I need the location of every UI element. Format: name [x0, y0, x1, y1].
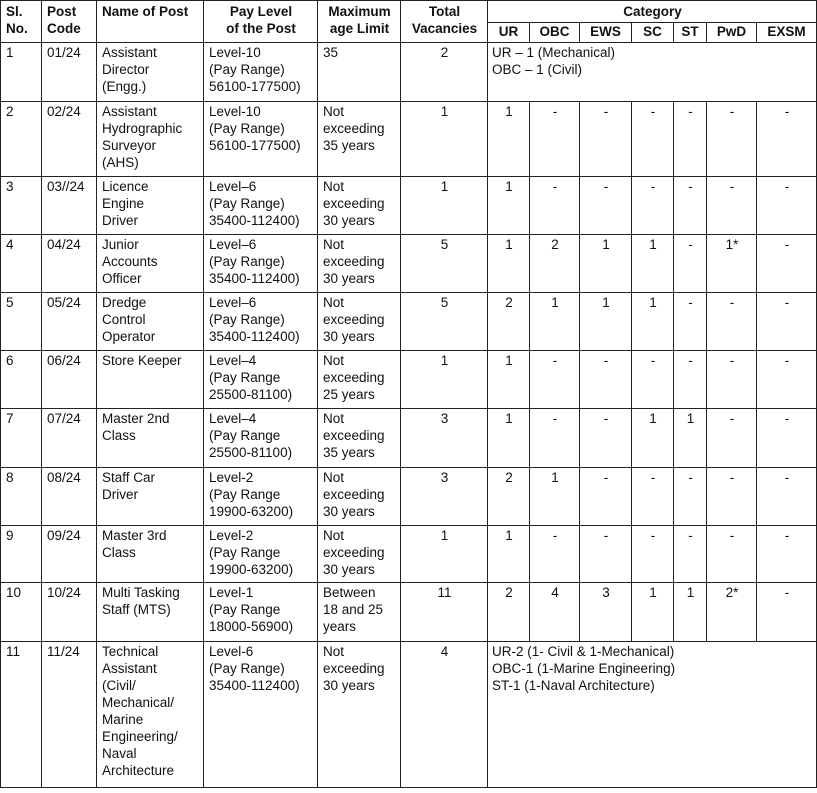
cell-sl: 3 [1, 177, 42, 235]
cell-total: 1 [401, 351, 488, 409]
cell-name: Dredge Control Operator [97, 293, 204, 351]
cell-exsm: - [757, 177, 817, 235]
cell-pay: Level–4 (Pay Range 25500-81100) [204, 351, 318, 409]
cell-pay: Level–6 (Pay Range) 35400-112400) [204, 235, 318, 293]
cell-sc: 1 [632, 409, 674, 468]
cell-code: 03//24 [42, 177, 97, 235]
cell-total: 3 [401, 468, 488, 526]
cell-exsm: - [757, 293, 817, 351]
cell-ews: - [580, 409, 632, 468]
cell-ews: - [580, 177, 632, 235]
cell-sc: - [632, 177, 674, 235]
table-row [1, 468, 817, 526]
cell-total: 11 [401, 583, 488, 642]
cell-total: 1 [401, 102, 488, 177]
table-row [1, 177, 817, 235]
cell-age: Not exceeding 35 years [318, 102, 401, 177]
cell-total: 5 [401, 293, 488, 351]
cell-age: Not exceeding 30 years [318, 177, 401, 235]
header-post-code: Post Code [42, 1, 97, 43]
cell-pwd: - [707, 409, 757, 468]
cell-age: Between 18 and 25 years [318, 583, 401, 642]
cell-age: Not exceeding 35 years [318, 409, 401, 468]
table-row [1, 235, 817, 293]
header-cat-ur: UR [488, 23, 530, 43]
cell-sc: - [632, 468, 674, 526]
cell-pay: Level-10 (Pay Range) 56100-177500) [204, 43, 318, 102]
table-row [1, 43, 817, 102]
cell-code: 08/24 [42, 468, 97, 526]
cell-name: Technical Assistant (Civil/ Mechanical/ Marine Engineering/ Naval Architecture [97, 642, 204, 788]
header-cat-obc: OBC [530, 23, 580, 43]
cell-age: Not exceeding 30 years [318, 468, 401, 526]
cell-ews: 1 [580, 235, 632, 293]
cell-pay: Level-10 (Pay Range) 56100-177500) [204, 102, 318, 177]
cell-code: 10/24 [42, 583, 97, 642]
header-cat-ews: EWS [580, 23, 632, 43]
cell-exsm: - [757, 102, 817, 177]
cell-age: Not exceeding 30 years [318, 293, 401, 351]
cell-ur: 1 [488, 351, 530, 409]
table-row [1, 642, 817, 788]
cell-name: Master 2nd Class [97, 409, 204, 468]
cell-st: - [674, 102, 707, 177]
cell-st: - [674, 526, 707, 583]
cell-pwd: - [707, 351, 757, 409]
cell-ur: 2 [488, 583, 530, 642]
cell-ews: - [580, 468, 632, 526]
cell-code: 11/24 [42, 642, 97, 788]
cell-exsm: - [757, 468, 817, 526]
cell-pay: Level–6 (Pay Range) 35400-112400) [204, 177, 318, 235]
cell-code: 05/24 [42, 293, 97, 351]
cell-ur: 1 [488, 409, 530, 468]
cell-st: 1 [674, 409, 707, 468]
cell-code: 07/24 [42, 409, 97, 468]
cell-ur: 1 [488, 102, 530, 177]
cell-sl: 1 [1, 43, 42, 102]
cell-sc: 1 [632, 235, 674, 293]
cell-pwd: 2* [707, 583, 757, 642]
cell-ews: - [580, 526, 632, 583]
cell-obc: 2 [530, 235, 580, 293]
cell-pwd: 1* [707, 235, 757, 293]
cell-st: - [674, 235, 707, 293]
cell-pwd: - [707, 526, 757, 583]
cell-pwd: - [707, 293, 757, 351]
cell-sl: 11 [1, 642, 42, 788]
cell-age: Not exceeding 30 years [318, 526, 401, 583]
header-category: Category [488, 1, 817, 23]
cell-category-note: UR-2 (1- Civil & 1-Mechanical) OBC-1 (1-Marine Engineering) ST-1 (1-Naval Architecture) [488, 642, 817, 788]
cell-total: 2 [401, 43, 488, 102]
cell-ews: - [580, 102, 632, 177]
header-total-vacancies: Total Vacancies [401, 1, 488, 43]
table-row [1, 102, 817, 177]
cell-total: 4 [401, 642, 488, 788]
cell-pay: Level-2 (Pay Range 19900-63200) [204, 526, 318, 583]
cell-exsm: - [757, 526, 817, 583]
cell-sc: 1 [632, 293, 674, 351]
cell-obc: 4 [530, 583, 580, 642]
cell-ur: 1 [488, 177, 530, 235]
header-cat-pwd: PwD [707, 23, 757, 43]
table-row [1, 409, 817, 468]
cell-pwd: - [707, 177, 757, 235]
cell-sc: - [632, 102, 674, 177]
cell-pay: Level-2 (Pay Range 19900-63200) [204, 468, 318, 526]
cell-pay: Level-6 (Pay Range) 35400-112400) [204, 642, 318, 788]
cell-exsm: - [757, 351, 817, 409]
cell-ur: 2 [488, 468, 530, 526]
cell-pay: Level–6 (Pay Range) 35400-112400) [204, 293, 318, 351]
cell-obc: - [530, 102, 580, 177]
cell-sl: 2 [1, 102, 42, 177]
cell-ur: 2 [488, 293, 530, 351]
cell-name: Licence Engine Driver [97, 177, 204, 235]
cell-ur: 1 [488, 526, 530, 583]
cell-exsm: - [757, 583, 817, 642]
header-pay-level: Pay Level of the Post [204, 1, 318, 43]
cell-pwd: - [707, 102, 757, 177]
cell-name: Multi Tasking Staff (MTS) [97, 583, 204, 642]
cell-ur: 1 [488, 235, 530, 293]
cell-age: Not exceeding 30 years [318, 235, 401, 293]
cell-sl: 7 [1, 409, 42, 468]
table-row [1, 583, 817, 642]
table-row [1, 351, 817, 409]
cell-ews: - [580, 351, 632, 409]
cell-sc: - [632, 351, 674, 409]
cell-total: 1 [401, 177, 488, 235]
cell-st: - [674, 177, 707, 235]
cell-name: Assistant Director (Engg.) [97, 43, 204, 102]
cell-total: 5 [401, 235, 488, 293]
cell-age: 35 [318, 43, 401, 102]
header-name-of-post: Name of Post [97, 1, 204, 43]
cell-st: - [674, 293, 707, 351]
cell-exsm: - [757, 409, 817, 468]
cell-sl: 5 [1, 293, 42, 351]
header-cat-sc: SC [632, 23, 674, 43]
cell-ews: 3 [580, 583, 632, 642]
table-row [1, 293, 817, 351]
cell-pay: Level–4 (Pay Range 25500-81100) [204, 409, 318, 468]
cell-name: Assistant Hydrographic Surveyor (AHS) [97, 102, 204, 177]
header-cat-st: ST [674, 23, 707, 43]
cell-total: 3 [401, 409, 488, 468]
cell-age: Not exceeding 25 years [318, 351, 401, 409]
header-cat-exsm: EXSM [757, 23, 817, 43]
cell-sl: 6 [1, 351, 42, 409]
cell-sl: 10 [1, 583, 42, 642]
cell-total: 1 [401, 526, 488, 583]
cell-category-note: UR – 1 (Mechanical) OBC – 1 (Civil) [488, 43, 817, 102]
cell-obc: - [530, 409, 580, 468]
cell-obc: - [530, 351, 580, 409]
header-max-age: Maximum age Limit [318, 1, 401, 43]
cell-name: Master 3rd Class [97, 526, 204, 583]
cell-pwd: - [707, 468, 757, 526]
cell-st: - [674, 468, 707, 526]
cell-sc: 1 [632, 583, 674, 642]
cell-name: Junior Accounts Officer [97, 235, 204, 293]
cell-st: - [674, 351, 707, 409]
cell-code: 02/24 [42, 102, 97, 177]
cell-age: Not exceeding 30 years [318, 642, 401, 788]
cell-sc: - [632, 526, 674, 583]
cell-st: 1 [674, 583, 707, 642]
header-sl-no: Sl. No. [1, 1, 42, 43]
cell-name: Staff Car Driver [97, 468, 204, 526]
cell-obc: 1 [530, 468, 580, 526]
cell-obc: - [530, 526, 580, 583]
table-row [1, 526, 817, 583]
cell-ews: 1 [580, 293, 632, 351]
cell-obc: - [530, 177, 580, 235]
cell-code: 06/24 [42, 351, 97, 409]
cell-sl: 8 [1, 468, 42, 526]
cell-sl: 4 [1, 235, 42, 293]
cell-obc: 1 [530, 293, 580, 351]
cell-pay: Level-1 (Pay Range 18000-56900) [204, 583, 318, 642]
cell-name: Store Keeper [97, 351, 204, 409]
cell-code: 04/24 [42, 235, 97, 293]
cell-code: 01/24 [42, 43, 97, 102]
cell-exsm: - [757, 235, 817, 293]
cell-code: 09/24 [42, 526, 97, 583]
cell-sl: 9 [1, 526, 42, 583]
